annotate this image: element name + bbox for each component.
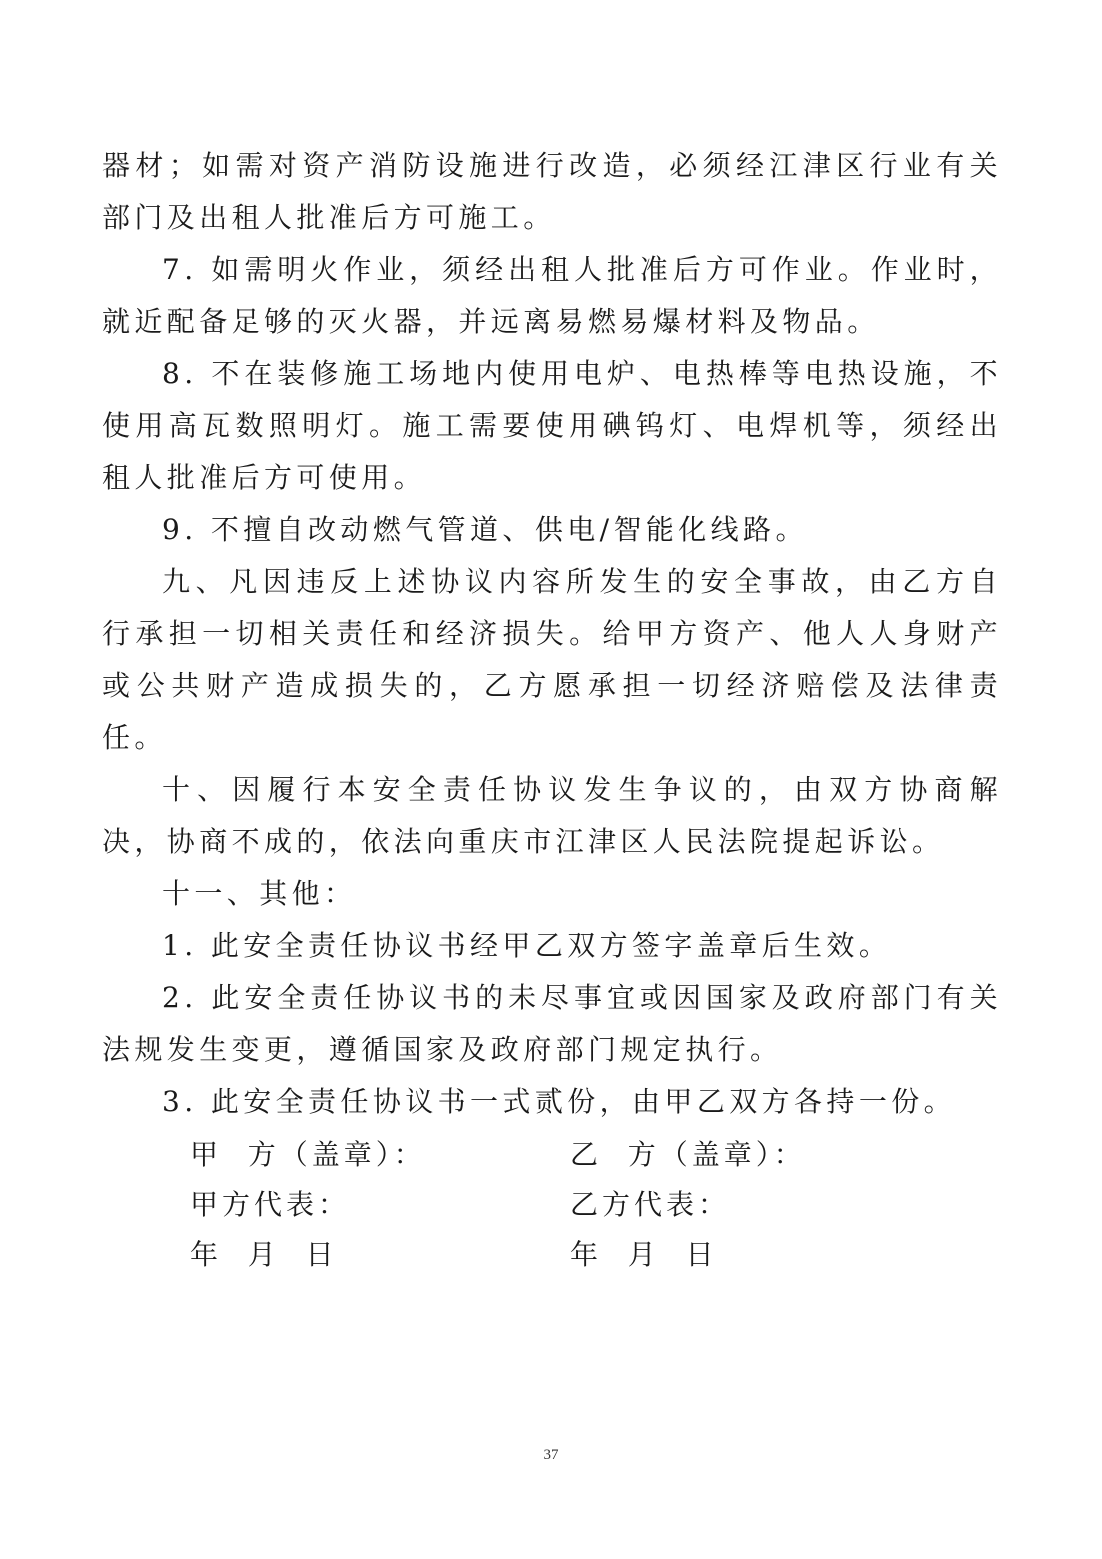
paragraph-other-item-1: 1. 此安全责任协议书经甲乙双方签字盖章后生效。: [162, 929, 892, 962]
page-number: 37: [543, 1447, 559, 1463]
paragraph-equipment-continued: 器材；如需对资产消防设施进行改造，必须经江津区行业有关部门及出租人批准后方可施工。: [102, 149, 1002, 234]
paragraph-clause-11-heading: 十一、其他：: [162, 877, 357, 910]
party-a-seal-label: 甲 方（盖章）：: [190, 1138, 426, 1171]
paragraph-clause-10-disputes: 十、因履行本安全责任协议发生争议的，由双方协商解决，协商不成的，依法向重庆市江津区人民法院提起诉讼。: [102, 773, 1002, 858]
signature-date-row: [190, 1228, 950, 1278]
signature-block: [190, 1128, 950, 1278]
paragraph-item-7-open-flame: 7. 如需明火作业，须经出租人批准后方可作业。作业时，就近配备足够的灭火器，并远离易燃易爆材料及物品。: [102, 253, 1002, 338]
signature-representative-row: [190, 1178, 950, 1228]
party-b-seal-label: 乙 方（盖章）：: [570, 1138, 806, 1171]
agreement-body: [102, 140, 1002, 1128]
party-a-representative-label: 甲方代表：: [190, 1188, 351, 1221]
party-b-date-label: 年 月 日: [570, 1238, 718, 1271]
paragraph-clause-9-liability: 九、凡因违反上述协议内容所发生的安全事故，由乙方自行承担一切相关责任和经济损失。给甲方资产、他人人身财产或公共财产造成损失的，乙方愿承担一切经济赔偿及法律责任。: [102, 565, 1002, 754]
party-a-date-label: 年 月 日: [190, 1238, 338, 1271]
paragraph-other-item-2: 2. 此安全责任协议书的未尽事宜或因国家及政府部门有关法规发生变更，遵循国家及政府部门规定执行。: [102, 981, 1002, 1066]
signature-seal-row: [190, 1128, 950, 1178]
paragraph-other-item-3: 3. 此安全责任协议书一式贰份，由甲乙双方各持一份。: [162, 1085, 957, 1118]
party-b-representative-label: 乙方代表：: [570, 1188, 731, 1221]
paragraph-item-9-gas-power-lines: 9. 不擅自改动燃气管道、供电/智能化线路。: [162, 513, 808, 546]
paragraph-item-8-electric-heating: 8. 不在装修施工场地内使用电炉、电热棒等电热设施，不使用高瓦数照明灯。施工需要使用碘钨灯、电焊机等，须经出租人批准后方可使用。: [102, 357, 1002, 494]
